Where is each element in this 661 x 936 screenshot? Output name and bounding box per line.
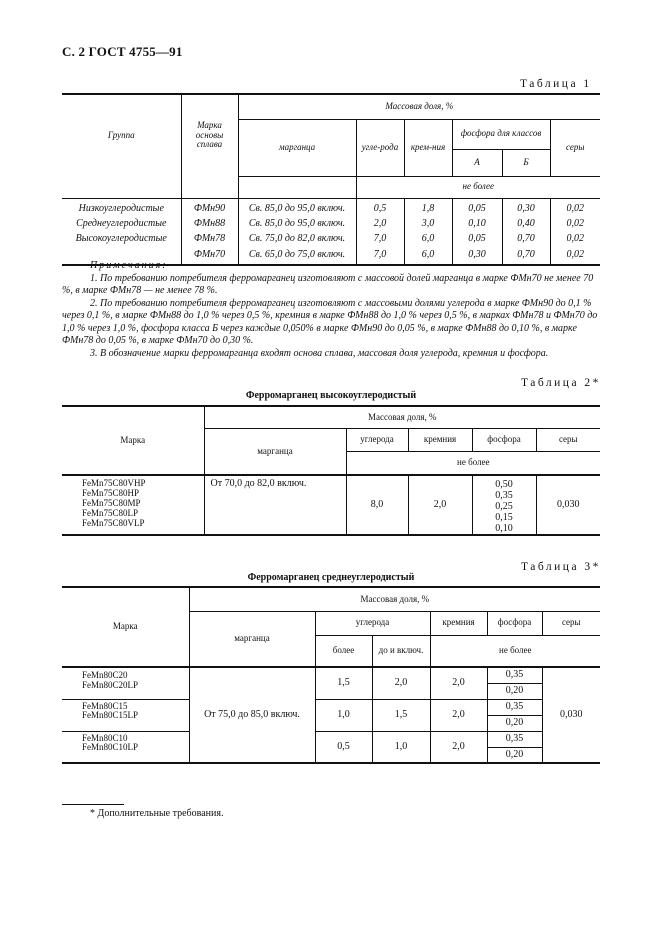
t1-header-carbon: угле-рода [356, 119, 404, 176]
table-row [62, 232, 600, 247]
t3-cell-silicon: 2,0 [430, 699, 487, 731]
t2-cell-phosphorus: 0,35 [495, 490, 513, 501]
t3-cell-manganese: От 75,0 до 85,0 включ. [189, 667, 315, 763]
t1-cell-group: Среднеуглеродистые [76, 217, 167, 229]
t3-max-note: не более [430, 635, 600, 667]
t1-header-silicon: крем-ния [404, 119, 452, 176]
footnote: * Дополнительные требования. [90, 808, 224, 819]
notes-title: Примечания: [90, 260, 168, 271]
t2-grade-list [62, 475, 204, 535]
t1-cell-grade: ФМн88 [181, 217, 238, 232]
t1-cell-grade: ФМн70 [181, 247, 238, 265]
t3-cell-c-upto: 2,0 [372, 667, 430, 699]
t2-header-phosphorus: фосфора [472, 428, 536, 451]
t1-cell-grade: ФМн90 [181, 198, 238, 217]
t3-grade: FeMn80C15LP [82, 710, 139, 721]
t1-cell-manganese: Св. 85,0 до 95,0 включ. [238, 198, 356, 217]
t3-cell-silicon: 2,0 [430, 667, 487, 699]
t1-header-sulfur: серы [550, 119, 600, 176]
table3 [62, 586, 600, 764]
table-row [62, 217, 600, 232]
t2-cell-manganese: От 70,0 до 82,0 включ. [204, 475, 346, 535]
t1-header-group: Группа [62, 94, 181, 176]
t3-cell-phosphorus: 0,35 [487, 667, 542, 683]
t1-cell-p-b: 0,40 [502, 217, 550, 232]
page-header: С. 2 ГОСТ 4755—91 [62, 44, 183, 59]
t2-grade: FeMn75C80HP [82, 487, 140, 498]
t3-cell-phosphorus: 0,20 [487, 683, 542, 699]
table3-caption: Таблица 3* [521, 561, 601, 573]
table-row [62, 667, 600, 683]
notes-block [62, 260, 602, 360]
t2-cell-phosphorus: 0,15 [495, 512, 513, 523]
t2-max-note: не более [346, 451, 600, 475]
table1-caption: Таблица 1 [520, 78, 592, 90]
t2-grade: FeMn75C80VLP [82, 517, 145, 528]
t1-cell-p-a: 0,30 [452, 247, 502, 265]
t1-cell-sulfur: 0,02 [550, 198, 600, 217]
t3-header-mass-fraction: Массовая доля, % [189, 587, 600, 611]
t2-cell-carbon: 8,0 [346, 475, 408, 535]
t2-cell-sulfur: 0,030 [536, 475, 600, 535]
t1-cell-p-b: 0,70 [502, 232, 550, 247]
t3-header-manganese: марганца [189, 611, 315, 667]
t3-grade-cell [62, 699, 189, 731]
t2-header-carbon: углерода [346, 428, 408, 451]
t3-cell-silicon: 2,0 [430, 731, 487, 763]
t2-cell-phosphorus: 0,25 [495, 501, 513, 512]
table-row [62, 699, 600, 715]
t1-cell-carbon: 0,5 [356, 198, 404, 217]
t1-cell-carbon: 2,0 [356, 217, 404, 232]
t2-header-grade: Марка [62, 406, 204, 475]
t3-cell-c-over: 0,5 [315, 731, 372, 763]
t3-cell-c-upto: 1,0 [372, 731, 430, 763]
t3-grade: FeMn80C10 [82, 732, 128, 743]
t2-grade: FeMn75C80MP [82, 497, 141, 508]
t3-cell-c-over: 1,5 [315, 667, 372, 699]
t1-cell-p-a: 0,05 [452, 232, 502, 247]
t3-header-sulfur: серы [542, 611, 600, 635]
t1-cell-group: Низкоуглеродистые [78, 202, 164, 214]
t1-cell-silicon: 3,0 [404, 217, 452, 232]
t2-phosphorus-list [472, 475, 536, 535]
t2-header-sulfur: серы [536, 428, 600, 451]
t1-header-grade: Марка основы сплава [181, 94, 238, 176]
t1-header-mass-fraction: Массовая доля, % [238, 94, 600, 119]
table2-title: Ферромарганец высокоуглеродистый [245, 390, 417, 401]
t3-cell-c-over: 1,0 [315, 699, 372, 731]
table1 [62, 93, 600, 266]
table3-title: Ферромарганец среднеуглеродистый [247, 572, 415, 583]
t2-cell-phosphorus: 0,50 [495, 479, 513, 490]
t3-cell-sulfur: 0,030 [542, 667, 600, 763]
t2-header-manganese: марганца [204, 428, 346, 475]
t1-cell-p-a: 0,05 [452, 198, 502, 217]
table2 [62, 405, 600, 536]
t1-cell-sulfur: 0,02 [550, 217, 600, 232]
t1-cell-manganese: Св. 75,0 до 82,0 включ. [238, 232, 356, 247]
t3-cell-phosphorus: 0,35 [487, 731, 542, 747]
note-item: 3. В обозначение марки ферромарганца входят основа сплава, массовая доля углерода, кремния и фосфора. [90, 347, 549, 359]
t3-grade-cell [62, 667, 189, 699]
note-item: 2. По требованию потребителя ферромарганец изготовляют с массовыми долями углерода в марке ФМн90 до 0,1 % через 0,1 %, в марке ФМн88 до 1,0 % через 0,5 %, кремния в марке ФМн88 до 1,0 % через 0,5 %, в марках ФМн78 и ФМн70 до 1,0 % через 1,0 %, фосфора класса Б через каждые 0,050% в марке ФМн90 до 0,05 %, в марке ФМн88 до 0,10 %, в марке ФМн78 до 0,05 %, в марке ФМн70 до 0,30 %. [62, 297, 598, 346]
t3-header-carbon-over: более [315, 635, 372, 667]
t1-cell-p-a: 0,10 [452, 217, 502, 232]
t1-cell-manganese: Св. 85,0 до 95,0 включ. [238, 217, 356, 232]
t3-cell-c-upto: 1,5 [372, 699, 430, 731]
t3-grade-cell [62, 731, 189, 763]
table-row [62, 731, 600, 747]
t1-header-class-a: А [452, 149, 502, 176]
t1-cell-group: Высокоуглеродистые [75, 232, 167, 244]
t1-cell-silicon: 6,0 [404, 247, 452, 265]
t3-cell-phosphorus: 0,20 [487, 715, 542, 731]
t3-grade: FeMn80C10LP [82, 742, 139, 753]
t1-cell-silicon: 1,8 [404, 198, 452, 217]
t3-header-carbon-upto: до и включ. [372, 635, 430, 667]
t1-header-phosphorus: фосфора для классов [452, 119, 550, 149]
t2-cell-phosphorus: 0,10 [495, 523, 513, 534]
t2-grade: FeMn75C80LP [82, 507, 139, 518]
t1-header-class-b: Б [502, 149, 550, 176]
t1-cell-carbon: 7,0 [356, 247, 404, 265]
t3-grade: FeMn80C20 [82, 670, 128, 680]
t2-cell-silicon: 2,0 [408, 475, 472, 535]
t3-grade: FeMn80C15 [82, 700, 128, 711]
footnote-divider [62, 804, 124, 805]
t3-header-carbon: углерода [315, 611, 430, 635]
t1-cell-manganese: Св. 65,0 до 75,0 включ. [238, 247, 356, 265]
t1-cell-grade: ФМн78 [181, 232, 238, 247]
t2-header-silicon: кремния [408, 428, 472, 451]
t1-header-manganese: марганца [238, 119, 356, 176]
table-row [62, 198, 600, 217]
t1-cell-carbon: 7,0 [356, 232, 404, 247]
t2-header-mass-fraction: Массовая доля, % [204, 406, 600, 428]
t3-header-phosphorus: фосфора [487, 611, 542, 635]
t1-cell-sulfur: 0,02 [550, 247, 600, 265]
t2-grade: FeMn75C80VHP [82, 478, 146, 488]
table2-caption: Таблица 2* [521, 377, 601, 389]
t1-cell-p-b: 0,30 [502, 198, 550, 217]
t1-cell-silicon: 6,0 [404, 232, 452, 247]
t1-cell-sulfur: 0,02 [550, 232, 600, 247]
t3-cell-phosphorus: 0,20 [487, 747, 542, 763]
t3-cell-phosphorus: 0,35 [487, 699, 542, 715]
table-row [62, 475, 600, 535]
t3-header-silicon: кремния [430, 611, 487, 635]
t3-grade: FeMn80C20LP [82, 679, 139, 690]
t1-cell-p-b: 0,70 [502, 247, 550, 265]
note-item: 1. По требованию потребителя ферромарганец изготовляют с массовой долей марганца в марке ФМн70 не менее 70 %, в марке ФМн78 — не менее 78 %. [62, 272, 594, 296]
t1-max-note: не более [356, 176, 600, 198]
t3-header-grade: Марка [62, 587, 189, 667]
